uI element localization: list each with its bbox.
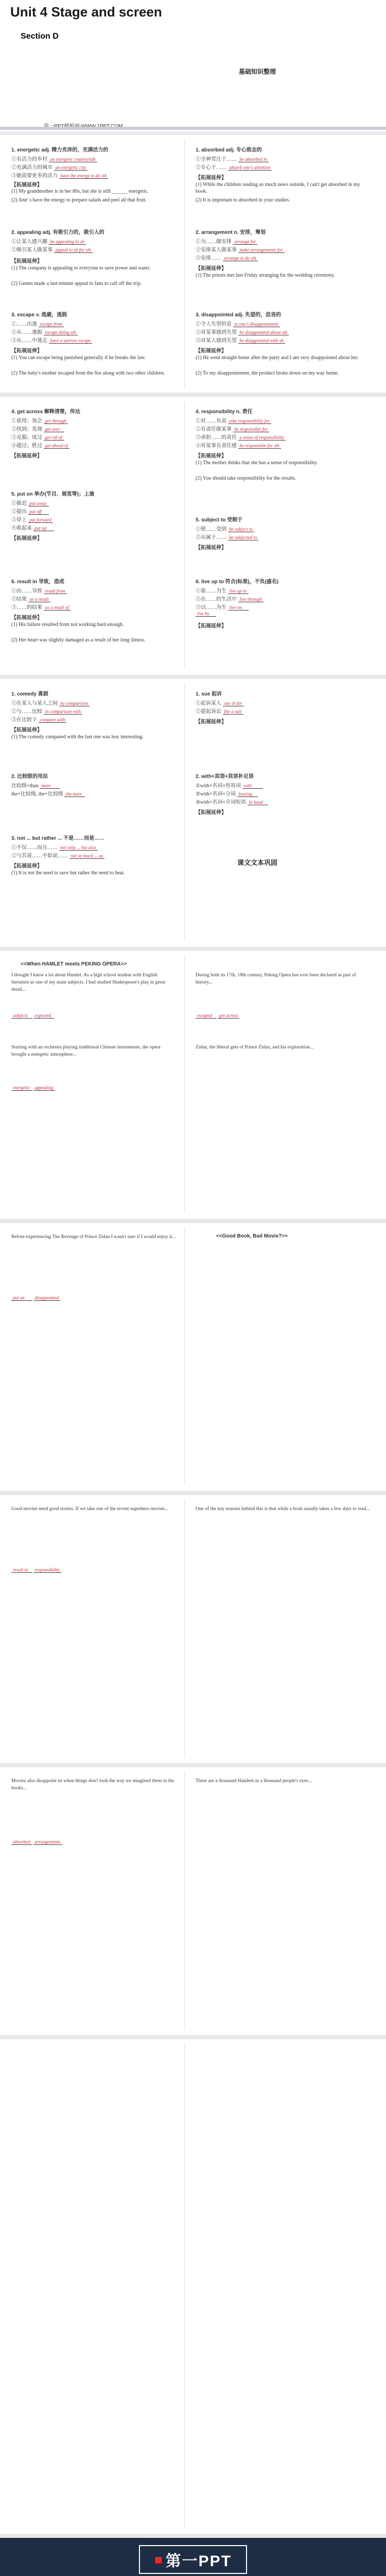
passage-slide-a [0,951,386,1219]
answer: be responsible for sth [238,443,281,449]
vocab-example: ③with+名词+介词短语 in hand [196,798,268,805]
answer: in comparison with [44,709,83,715]
vocab-example: ③……的结果 as a result of [11,603,71,611]
vocab-head: 1. sue 起诉 [196,691,222,697]
answer: got across [218,1013,240,1019]
tip-label: 【拓展延伸】 [11,615,42,621]
vocab-example [196,611,216,617]
answer: be subject to [228,527,255,532]
cover-panel [208,56,306,88]
sentence: (2) You should take responsibility for the results. [196,476,296,481]
vocab-head: 6. live up to 符合(标准)，不负(盛名) [196,579,279,585]
passage-slide-b [0,1223,386,1491]
passage-paragraph: During both its 17th, 18th century, Peking Opera has ever been declared as part of history... [196,973,356,985]
answer: as a result [28,597,50,602]
answer: responsibility [33,1567,62,1573]
answer-row [11,1085,55,1091]
sentence: (1) The company is appealing to everyone to save power and water. [11,265,151,271]
vocab-example: ①with+名词+形容词 with [196,781,263,789]
sentence: (1) His failure resulted from not working hard enough. [11,622,124,628]
vocab-example: ①为……做安排 arrange for [196,237,257,245]
answer: be subjected to [228,535,259,540]
cover-band [0,127,386,130]
answer: put off [28,509,49,515]
answer: put up [33,526,54,531]
passage-paragraph: Good movies need good stories. If we take one of the recent superhero movies... [11,1506,169,1512]
vocab-head: 2. appealing adj. 有吸引力的，吸引人的 [11,230,104,235]
answer: have a narrow escape [49,338,93,344]
answer: the more [64,791,85,797]
sentence: (2) The baby's mother escaped from the fire along with two other children. [11,370,165,376]
answer: absorb one's attention [228,165,272,171]
vocab-example: ③在比较下 compare with [11,715,66,723]
vocab-example: ①有活力的乡村 an energetic countryside [11,155,97,162]
column-divider [184,684,185,942]
tip-label: 【拓展延伸】 [11,259,42,264]
answer: escaped [196,1013,216,1019]
answer: expected [33,1013,54,1019]
vocab-example: ②与……比较 in comparison with [11,707,82,715]
answer: by comparison [59,701,90,706]
logo-mark-icon: ■ [154,2551,163,2567]
vocab-example: ③安排…… arrange to do sth [196,253,258,261]
vocab-example: ②安排某人做某事 make arrangements for [196,245,285,253]
sentence: (1) My grandmother is in her 80s, but she is still ______ energetic. [11,189,149,194]
vocab-example: 比较级+than more [11,781,60,789]
answer-row [11,1013,54,1019]
vocab-head: 5. subject to 受制于 [196,517,243,523]
vocab-example: ①由……导致 result from [11,586,67,594]
vocab-example: ③以……为生 live on [196,603,249,611]
answer: live through [238,597,264,602]
vocab-head: 5. put on 举办(节目、展览等)；上演 [11,492,95,497]
sentence: (2) Ann' s have the energy to prepare salads and peel all that fruit. [11,197,147,203]
answer: get rid of [44,435,64,440]
sentence: (1) You can escape being punished generally if he breaks the law. [11,355,146,361]
passage-paragraph: Zidan, the liberal gets of Prince Zidan, and his exploration... [196,1045,313,1050]
answer: disappointed [33,1295,61,1301]
cover-title: Unit 4 Stage and screen [10,4,162,20]
cover-section: Section D [21,32,59,41]
answer: get over [44,427,64,432]
answer: result from [44,588,67,594]
vocab-head: 4. responsibility n. 责任 [196,409,253,415]
vocab-example: ①……出逃 escape from [11,319,64,327]
answer: not so much ... as [69,853,105,859]
answer: have the energy to do sth [59,173,109,179]
column-divider [184,140,185,387]
vocab-example: ④对某事有责任感 be responsible for sth [196,441,281,449]
vocab-head: 4. get across 解释清楚，传达 [11,409,80,415]
tip-label: 【拓展延伸】 [11,453,42,459]
passage-paragraph: Before experiencing The Revenge of Prince Zidan I wasn't sure if I would enjoy it... [11,1234,176,1240]
section-panel [208,849,306,875]
tip-label: 【拓展延伸】 [11,727,42,733]
answer: result in [11,1567,32,1573]
vocab-example: ④超过；胜过 get ahead of [11,441,69,449]
tip-label: 【拓展延伸】 [11,348,42,354]
passage-title: <<Good Book, Bad Movie?>> [216,1233,288,1239]
vocab-slide-c [0,679,386,947]
answer: live up to [228,588,249,594]
answer: escape from [39,321,64,327]
answer: file a suit [223,709,243,715]
vocab-example: ②充满活力的城市 an energetic city [11,163,87,171]
vocab-example: ②提起诉讼 file a suit [196,707,243,715]
vocab-head: 2. with+宾语+宾语补足语 [196,774,254,779]
tip-label: 【拓展延伸】 [11,536,42,541]
footer-banner [0,2538,386,2576]
cover-slide [0,0,386,131]
vocab-example: ①获得；领会 get through [11,416,68,424]
answer: be absorbed in [238,157,269,162]
vocab-head: 3. disappointed adj. 失望的，沮丧的 [196,312,282,318]
passage-slide-d [0,1767,386,2035]
vocab-head: 3. escape v. 逃避，逃脱 [11,312,67,318]
vocab-example: ②在……的生活中 live through [196,595,264,602]
passage-slide-c [0,1495,386,1763]
vocab-example: ③对某人感到失望 be disappointed with sb [196,336,285,344]
answer: leaving [237,791,258,797]
sentence: (1) While the children reading so much news outside, I can't get absorbed in my book. [196,182,360,194]
footer-logo[interactable] [139,2545,247,2574]
answer-row [196,1013,239,1019]
answer: subjects [11,1013,32,1019]
answer: take responsibility for [228,418,272,424]
column-divider [184,2044,185,2529]
tip-label: 【拓展延伸】 [196,175,226,181]
passage-paragraph: Starting with an orchestra playing traditional Chinese instruments, the opera brought a energetic atmosphere... [11,1045,161,1057]
answer: as a result of [44,605,71,611]
vocab-head: 1. energetic adj. 精力充沛的，充满活力的 [11,147,109,153]
vocab-example: ③穿上 put forward [11,515,53,523]
passage-paragraph: One of the key reasons behind this is that while a book usually takes a few days to read... [196,1506,370,1512]
vocab-example: ③她需要更多的活力 have the energy to do sth [11,171,108,179]
vocab-head: 6. result in 导致，造成 [11,579,64,585]
vocab-example: ①靠……为生 live up to [196,586,249,594]
answer: arrangements [33,1839,62,1845]
vocab-head: 1. comedy 喜剧 [11,691,48,697]
section-title: 课文文本巩固 [237,859,277,867]
vocab-head: 1. absorbed adj. 专心致志的 [196,147,262,153]
passage-title: <<When HAMLET meets PEKING OPERA>> [21,961,127,967]
column-divider [184,1500,185,1758]
vocab-example: ④收起来 put up [11,523,54,531]
answer: put away [28,501,49,506]
vocab-example: ②从……逃脱 escape doing sth [11,328,78,335]
answer: compare with [39,717,67,723]
vocab-example: ③克服；度过 get rid of [11,433,64,440]
answer: not only ... but also [59,845,98,851]
sentence: (2) It is important to absorbed in your studies. [196,197,290,203]
vocab-example: ③承担……的责任 a sense of responsibility [196,433,286,440]
vocab-example: ③从……中逃走 have a narrow escape [11,336,92,344]
answer: put on [11,1295,32,1301]
column-divider [184,1228,185,1486]
answer: energetic [11,1085,32,1091]
vocab-slide-b [0,397,386,675]
sentence: (1) He went straight home after the party and I am very disappointed about her. [196,355,359,361]
answer: appeal to sb for sth [54,247,93,253]
vocab-example: ①让某人感兴趣 be appealing to sb [11,237,86,245]
answer: escape doing sth [44,330,78,335]
logo-text: 第一PPT [165,2553,232,2570]
sentence: (2) To my disappointment, the product broke down on my way home. [196,370,339,376]
vocab-example: ②从属于…… be subjected to [196,533,258,540]
vocab-example: ①令人失望的是 to one's disappointment [196,319,280,327]
answer: an energetic countryside [49,157,98,162]
answer-row [11,1567,61,1573]
answer: live by [196,611,216,617]
column-divider [184,1772,185,2030]
tip-label: 【拓展延伸】 [11,863,42,869]
vocab-example: ①全神贯注于…… be absorbed in [196,155,269,162]
tip-label: 【拓展延伸】 [196,348,226,354]
column-divider [184,956,185,1214]
vocab-example: ②对某事感到失望 be disappointed about sth [196,328,289,335]
sentence: (1) The priests met last Friday arranging for the wedding ceremony. [196,273,336,278]
passage-slide-e [0,2039,386,2534]
answer: get ahead of [44,443,70,449]
answer: in hand [248,800,268,805]
answer: to one's disappointment [233,321,280,327]
sentence: (2) Games made a last-minute appeal to fans to call off the trip. [11,281,142,286]
vocab-head: 2. 比较级的用法 [11,774,48,779]
answer: arrange to do sth [223,256,258,261]
vocab-example: ②with+名词+分词 leaving [196,789,258,797]
tip-label: 【拓展延伸】 [11,182,42,188]
answer: be disappointed about sth [238,330,289,335]
sentence: (2) Her heart was slightly damaged as a result of her long illness. [11,637,146,643]
tip-label: 【拓展延伸】 [196,623,226,629]
answer: more [40,783,60,789]
vocab-example: ①对……负责 take responsibility for [196,416,271,424]
vocab-example: ①不仅……而且…… not only ... but also [11,843,98,851]
answer-row [11,1295,60,1301]
sentence: (1) The comedy compared with the last one was less interesting. [11,734,144,740]
answer: with [242,783,263,789]
vocab-example: ②有责任做某事 be responsible for [196,425,269,432]
answer-row [11,1839,62,1845]
vocab-example: ①起诉某人 sue sb for [196,699,244,706]
answer: make arrangements for [238,247,285,253]
answer: get through [44,418,68,424]
answer: an energetic city [54,165,88,171]
answer: sue sb for [223,701,244,706]
tip-label: 【拓展延伸】 [196,545,226,551]
vocab-example: ②专心于…… absorb one's attention [196,163,272,171]
tip-label: 【拓展延伸】 [196,810,226,816]
vocab-example: ②与其说……不如说…… not so much ... as [11,851,104,859]
vocab-head: 3. not ... but rather ... 不是……而是…… [11,836,105,841]
answer: be disappointed with sb [238,338,285,344]
sentence: (1) It is not the need to save but rather the need to heat. [11,870,125,876]
tip-label: 【拓展延伸】 [196,266,226,272]
column-divider [184,402,185,670]
vocab-example: ①使……受到 be subject to [196,524,254,532]
tip-label: 【拓展延伸】 [196,719,226,725]
panel-title: 基础知识整理 [238,68,276,75]
vocab-example: ②结果 as a result [11,595,50,602]
vocab-head: 2. arrangement n. 安排，筹划 [196,230,266,235]
vocab-example: ①推迟 put away [11,499,49,506]
passage-paragraph: Movies also disappoint us when things don't look the way we imagined them in the books... [11,1778,174,1791]
sentence: (1) The mother thinks that she has a sense of responsibility. [196,460,318,466]
answer: put forward [28,517,53,523]
answer: appealing [33,1085,55,1091]
vocab-slide-a [0,135,386,393]
passage-paragraph: There are a thousand Hamlets in a thousand people's eyes... [196,1778,312,1784]
answer: arrange for [233,239,258,245]
answer: live on [228,605,249,611]
answer: a sense of responsibility [238,435,286,440]
answer: absorbed [11,1839,32,1845]
vocab-example: ①在某人与某人之间 by comparison [11,699,90,706]
tip-label: 【拓展延伸】 [196,453,226,459]
vocab-example: ②找到；发现 get over [11,425,64,432]
vocab-example: ②提出 put off [11,507,49,515]
answer: be appealing to sb [49,239,86,245]
answer: be responsible for [233,427,270,432]
vocab-example: the+比较级, the+比较级 the more [11,789,85,797]
vocab-example: ②吸引某人做某事 appeal to sb for sth [11,245,93,253]
passage-paragraph: I thought I knew a lot about Hamlet. As a high school student with English literature as one of my main subjects, I had studied Shakespeare's play in great detail... [11,973,165,992]
